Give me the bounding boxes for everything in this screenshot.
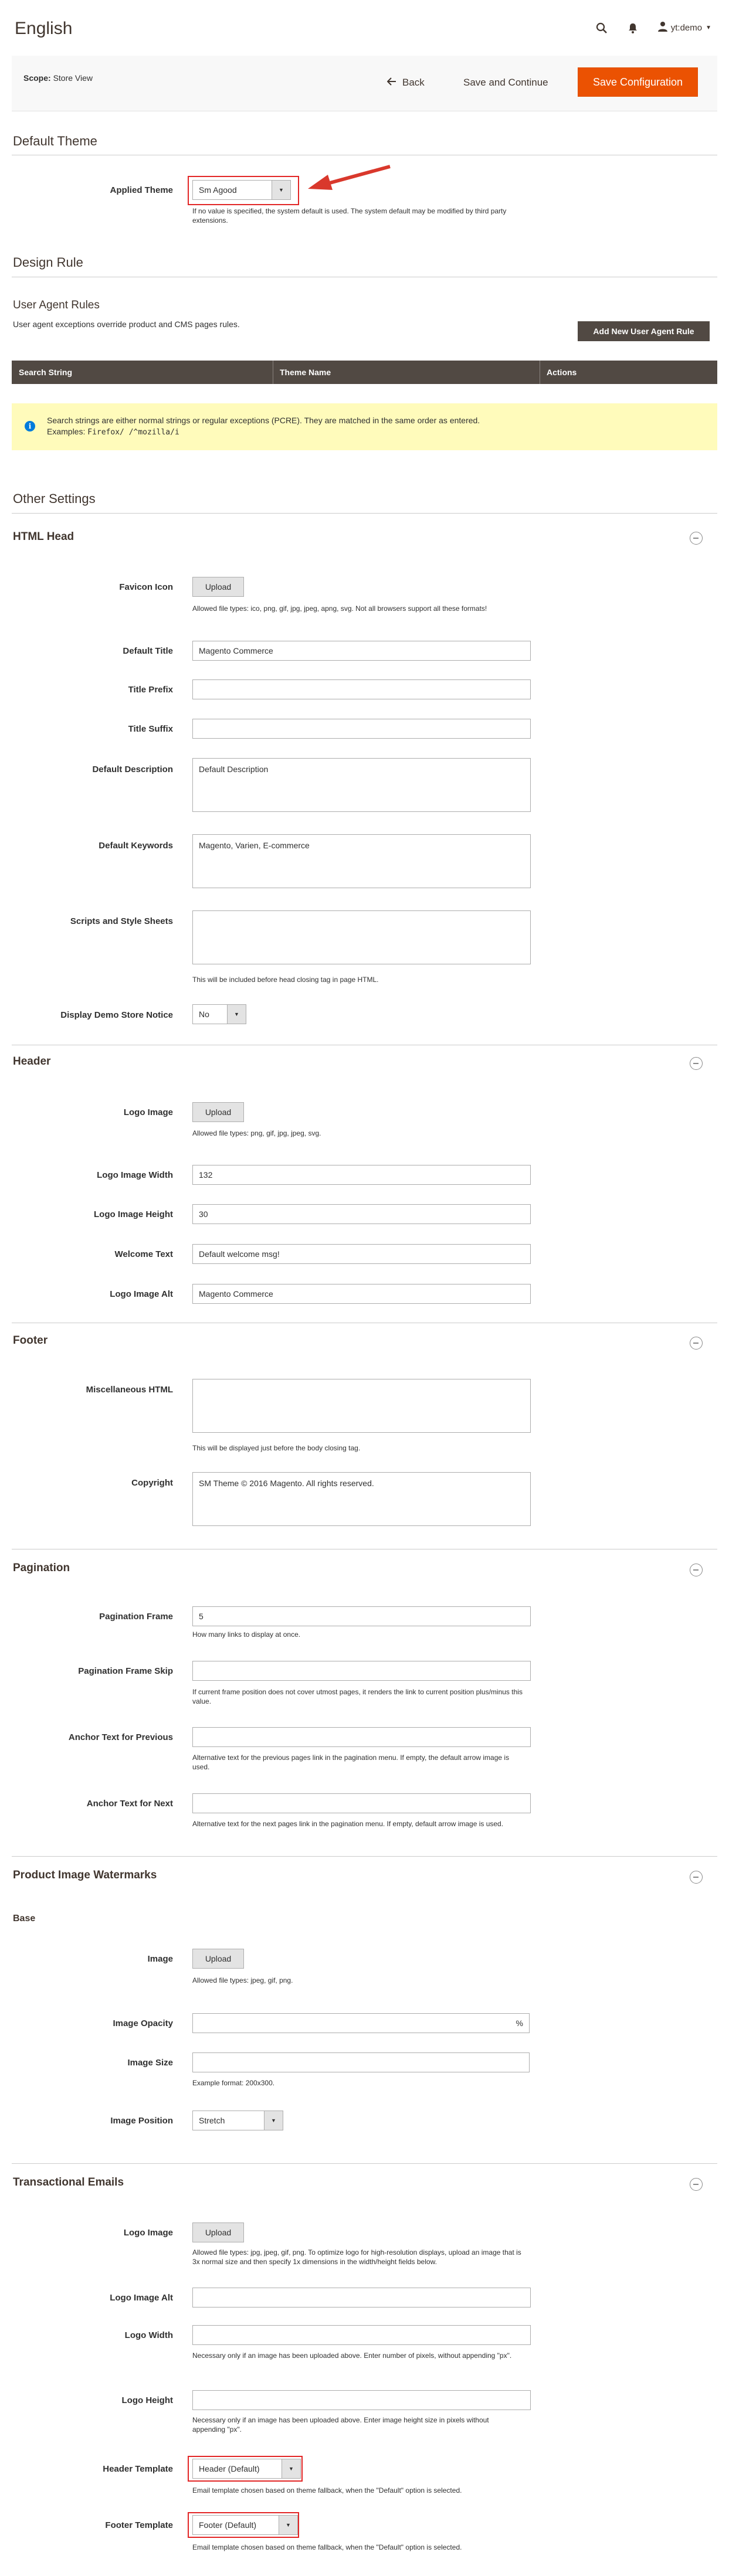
pagination-group-title[interactable]: Pagination <box>13 1562 70 1574</box>
header-group-title[interactable]: Header <box>13 1055 51 1068</box>
anchor-previous-label: Anchor Text for Previous <box>68 1732 173 1742</box>
header-template-select[interactable] <box>192 2459 301 2479</box>
email-logo-alt-input[interactable] <box>192 2288 531 2307</box>
pagination-frame-skip-note: If current frame position does not cover utmost pages, it renders the link to current position plus/minus this value. <box>192 1688 523 1705</box>
favicon-upload-button[interactable]: Upload <box>192 577 244 597</box>
logo-image-label: Logo Image <box>123 1107 173 1117</box>
chevron-down-icon: ▼ <box>706 25 711 31</box>
chevron-down-icon: ▼ <box>282 2459 300 2478</box>
default-keywords-textarea[interactable]: Magento, Varien, E-commerce <box>192 834 531 888</box>
pagination-frame-skip-label: Pagination Frame Skip <box>78 1666 173 1676</box>
default-title-label: Default Title <box>123 646 173 656</box>
applied-theme-label: Applied Theme <box>110 185 173 195</box>
default-title-input[interactable] <box>192 641 531 661</box>
chevron-down-icon: ▼ <box>227 1005 246 1024</box>
design-rule-title: Design Rule <box>13 255 83 270</box>
watermark-opacity-field[interactable] <box>192 2013 530 2033</box>
collapse-icon[interactable] <box>690 2178 703 2191</box>
user-agent-rules-desc: User agent exceptions override product and CMS pages rules. <box>13 320 240 329</box>
watermark-size-note: Example format: 200x300. <box>192 2079 275 2087</box>
scope-label-text: Scope: <box>23 73 51 83</box>
info-text <box>47 415 480 438</box>
pagination-frame-label: Pagination Frame <box>99 1612 173 1622</box>
watermark-image-label: Image <box>147 1954 173 1964</box>
footer-template-note: Email template chosen based on theme fallback, when the "Default" option is selected. <box>192 2543 462 2551</box>
title-suffix-input[interactable] <box>192 719 531 739</box>
demo-notice-value: No <box>199 1010 209 1019</box>
misc-html-textarea[interactable] <box>192 1379 531 1433</box>
anchor-previous-input[interactable] <box>192 1727 531 1747</box>
email-logo-width-note: Necessary only if an image has been uploaded above. Enter number of pixels, without appending "px". <box>192 2351 512 2360</box>
logo-width-input[interactable] <box>192 1165 531 1185</box>
email-logo-height-note: Necessary only if an image has been uploaded above. Enter image height size in pixels without appending "px". <box>192 2416 489 2434</box>
scripts-textarea[interactable] <box>192 910 531 964</box>
copyright-textarea[interactable]: SM Theme © 2016 Magento. All rights reserved. <box>192 1472 531 1526</box>
info-icon: i <box>25 421 35 431</box>
footer-template-label: Footer Template <box>105 2520 173 2530</box>
divider <box>12 1856 717 1857</box>
watermark-size-input[interactable] <box>192 2052 530 2072</box>
html-head-group-title[interactable]: HTML Head <box>13 531 74 543</box>
rules-grid-header <box>12 361 717 384</box>
anchor-next-input[interactable] <box>192 1793 531 1813</box>
footer-template-select[interactable] <box>192 2515 298 2535</box>
info-message <box>12 403 717 450</box>
logo-note: Allowed file types: png, gif, jpg, jpeg, svg. <box>192 1129 321 1137</box>
page-title: English <box>15 19 73 38</box>
watermark-upload-button[interactable]: Upload <box>192 1949 244 1969</box>
info-line-1: Search strings are either normal strings or regular exceptions (PCRE). They are matched in the same order as entered. <box>47 416 480 425</box>
applied-theme-value: Sm Agood <box>199 185 237 195</box>
logo-width-label: Logo Image Width <box>97 1170 173 1180</box>
collapse-icon[interactable] <box>690 532 703 545</box>
email-logo-width-input[interactable] <box>192 2325 531 2345</box>
user-menu[interactable] <box>658 21 711 35</box>
demo-notice-select[interactable] <box>192 1004 246 1024</box>
title-suffix-label: Title Suffix <box>128 724 173 734</box>
back-button[interactable] <box>387 70 425 95</box>
logo-height-label: Logo Image Height <box>94 1209 173 1219</box>
info-line-2 <box>47 426 480 438</box>
page-header <box>0 0 729 56</box>
applied-theme-note: If no value is specified, the system default is used. The system default may be modified by third party extensions. <box>192 207 507 225</box>
chevron-down-icon: ▼ <box>264 2111 283 2130</box>
watermark-opacity-label: Image Opacity <box>113 2018 173 2028</box>
pagination-frame-note: How many links to display at once. <box>192 1630 301 1639</box>
collapse-icon[interactable] <box>690 1564 703 1576</box>
other-settings-title: Other Settings <box>13 491 96 506</box>
email-logo-width-label: Logo Width <box>124 2330 173 2340</box>
anchor-previous-note: Alternative text for the previous pages link in the pagination menu. If empty, the default arrow image is used. <box>192 1753 510 1771</box>
pagination-frame-skip-input[interactable] <box>192 1661 531 1681</box>
welcome-text-input[interactable] <box>192 1244 531 1264</box>
email-logo-note: Allowed file types: jpg, jpeg, gif, png. To optimize logo for high-resolution displays, upload an image that is 3x normal size and then specify 1x dimensions in the width/height fields below. <box>192 2248 521 2266</box>
divider <box>12 2163 717 2164</box>
save-configuration-button[interactable]: Save Configuration <box>578 67 698 97</box>
email-logo-height-label: Logo Height <box>121 2395 173 2405</box>
default-description-label: Default Description <box>92 764 173 774</box>
favicon-label: Favicon Icon <box>119 582 173 592</box>
watermark-base-title: Base <box>13 1914 36 1923</box>
default-description-textarea[interactable]: Default Description <box>192 758 531 812</box>
footer-group-title[interactable]: Footer <box>13 1334 48 1347</box>
default-keywords-label: Default Keywords <box>99 841 173 851</box>
scripts-label: Scripts and Style Sheets <box>70 916 173 926</box>
collapse-icon[interactable] <box>690 1337 703 1350</box>
pagination-frame-input[interactable] <box>192 1606 531 1626</box>
save-and-continue-button[interactable]: Save and Continue <box>463 77 548 88</box>
user-name: yt:demo <box>670 23 703 33</box>
chevron-down-icon: ▼ <box>279 2516 297 2534</box>
arrow-left-icon <box>387 77 396 89</box>
favicon-note: Allowed file types: ico, png, gif, jpg, jpeg, apng, svg. Not all browsers support all these formats! <box>192 604 487 613</box>
watermark-position-value: Stretch <box>199 2116 225 2125</box>
email-logo-upload-button[interactable]: Upload <box>192 2222 244 2242</box>
divider <box>12 513 717 514</box>
header-template-note: Email template chosen based on theme fallback, when the "Default" option is selected. <box>192 2486 462 2495</box>
info-examples-code: Firefox/ /^mozilla/i <box>87 428 179 437</box>
email-logo-alt-label: Logo Image Alt <box>110 2293 173 2303</box>
applied-theme-select[interactable] <box>192 180 291 200</box>
info-examples-label: Examples: <box>47 427 86 436</box>
logo-upload-button[interactable]: Upload <box>192 1102 244 1122</box>
column-actions[interactable]: Actions <box>547 368 577 377</box>
user-icon <box>658 21 667 35</box>
watermarks-group-title[interactable]: Product Image Watermarks <box>13 1869 157 1881</box>
copyright-label: Copyright <box>131 1478 173 1488</box>
title-prefix-input[interactable] <box>192 679 531 699</box>
chevron-down-icon: ▼ <box>272 181 290 199</box>
emails-group-title[interactable]: Transactional Emails <box>13 2176 124 2188</box>
search-icon[interactable] <box>596 22 608 34</box>
scope-value: Store View <box>53 73 93 83</box>
watermark-size-label: Image Size <box>127 2058 173 2068</box>
page-actions-bar <box>12 56 717 111</box>
column-theme-name[interactable]: Theme Name <box>280 368 331 377</box>
watermark-image-note: Allowed file types: jpeg, gif, png. <box>192 1976 293 1984</box>
logo-alt-label: Logo Image Alt <box>110 1289 173 1299</box>
misc-html-label: Miscellaneous HTML <box>86 1385 173 1395</box>
percent-suffix: % <box>516 2018 523 2028</box>
logo-height-input[interactable] <box>192 1204 531 1224</box>
red-arrow-annotation <box>308 163 393 192</box>
admin-toolbar <box>596 21 711 35</box>
watermark-position-select[interactable] <box>192 2111 283 2130</box>
anchor-next-note: Alternative text for the next pages link in the pagination menu. If empty, default arrow image is used. <box>192 1820 504 1828</box>
title-prefix-label: Title Prefix <box>128 685 173 695</box>
misc-html-note: This will be displayed just before the body closing tag. <box>192 1444 361 1452</box>
anchor-next-label: Anchor Text for Next <box>86 1799 173 1809</box>
watermark-position-label: Image Position <box>110 2116 173 2126</box>
user-agent-rules-title: User Agent Rules <box>13 299 100 311</box>
default-theme-title: Default Theme <box>13 134 97 148</box>
add-user-agent-rule-button[interactable]: Add New User Agent Rule <box>578 321 710 341</box>
demo-notice-label: Display Demo Store Notice <box>60 1010 173 1020</box>
email-logo-label: Logo Image <box>123 2228 173 2238</box>
bell-icon[interactable] <box>628 22 638 34</box>
back-label: Back <box>402 77 425 88</box>
scope-label <box>23 73 93 83</box>
collapse-icon[interactable] <box>690 1871 703 1884</box>
welcome-text-label: Welcome Text <box>114 1249 173 1259</box>
header-template-value: Header (Default) <box>199 2464 260 2473</box>
header-template-label: Header Template <box>103 2464 173 2474</box>
footer-template-value: Footer (Default) <box>199 2520 257 2530</box>
column-search-string[interactable]: Search String <box>19 368 73 377</box>
email-logo-height-input[interactable] <box>192 2390 531 2410</box>
collapse-icon[interactable] <box>690 1057 703 1070</box>
logo-alt-input[interactable] <box>192 1284 531 1304</box>
scripts-note: This will be included before head closing tag in page HTML. <box>192 976 379 984</box>
